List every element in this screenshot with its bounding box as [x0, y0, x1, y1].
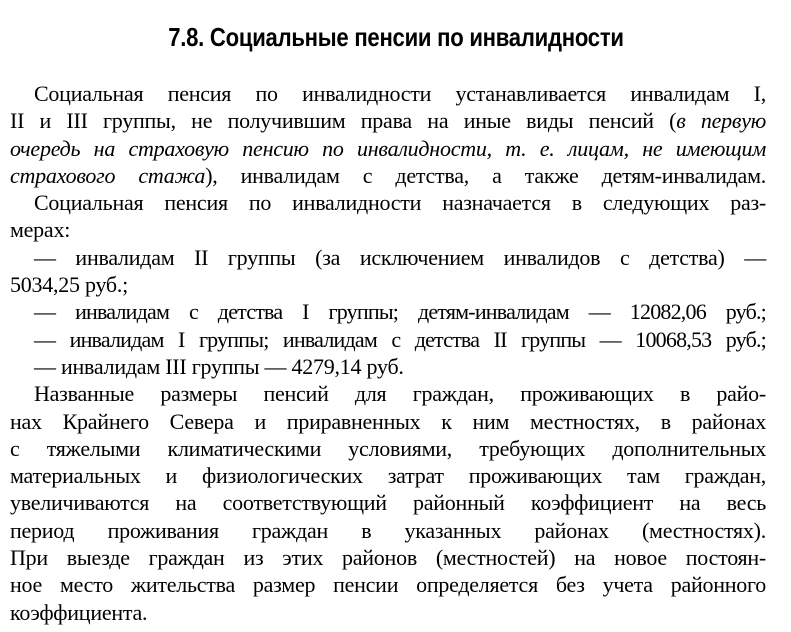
- text-line: [10, 107, 766, 134]
- text-line: увеличиваются на соответствующий районный коэффициент на весь: [10, 490, 766, 516]
- text-line: ное место жительства размер пенсии определяется без учета районного: [10, 572, 766, 598]
- text-segment: II и III группы, не получившим права на иные виды пенсий (: [10, 108, 677, 134]
- list-item: — инвалидам III группы — 4279,14 руб.: [34, 353, 404, 379]
- text-line: материальных и физиологических затрат проживающих там граждан,: [10, 463, 766, 489]
- text-line: нах Крайнего Севера и приравненных к ним местностях, в районах: [10, 408, 766, 434]
- text-line: Социальная пенсия по инвалидности назначается в следующих раз-: [34, 190, 766, 216]
- text-line: Названные размеры пенсий для граждан, проживающих в райо-: [34, 381, 766, 407]
- paragraph-sizes-lead: [10, 189, 766, 244]
- text-line: коэффициента.: [10, 599, 148, 625]
- paragraph-intro: [10, 80, 766, 189]
- list-item: — инвалидам I группы; инвалидам с детства II группы — 10068,53 руб.;: [34, 326, 766, 352]
- text-line: [10, 162, 766, 189]
- text-line: мерах:: [10, 217, 71, 243]
- list-item: — инвалидам II группы (за исключением инвалидов с детства) —: [34, 244, 766, 270]
- document-body: [10, 80, 766, 626]
- text-line: Социальная пенсия по инвалидности устанавливается инвалидам I,: [34, 81, 766, 106]
- italic-line: очередь на страховую пенсию по инвалидности, т. е. лицам, не имеющим: [10, 135, 766, 161]
- section-heading-row: [0, 0, 791, 54]
- italic-segment: страхового стажа: [10, 162, 206, 188]
- page-title: 7.8. Социальные пенсии по инвалидности: [167, 22, 624, 52]
- paragraph-regional-coefficient: [10, 380, 766, 626]
- list-item: — инвалидам с детства I группы; детям-инвалидам — 12082,06 руб.;: [34, 299, 766, 325]
- pension-amounts-list: [10, 244, 766, 380]
- text-line: При выезде граждан из этих районов (местностей) на новое постоян-: [10, 545, 766, 571]
- list-item-continuation: 5034,25 руб.;: [10, 272, 128, 298]
- text-line: период проживания граждан в указанных районах (местностях).: [10, 517, 766, 543]
- text-segment: ), инвалидам с детства, а также детям-инвалидам.: [205, 162, 766, 188]
- text-line: с тяжелыми климатическими условиями, требующих дополнительных: [10, 435, 766, 461]
- italic-segment: в первую: [676, 108, 766, 134]
